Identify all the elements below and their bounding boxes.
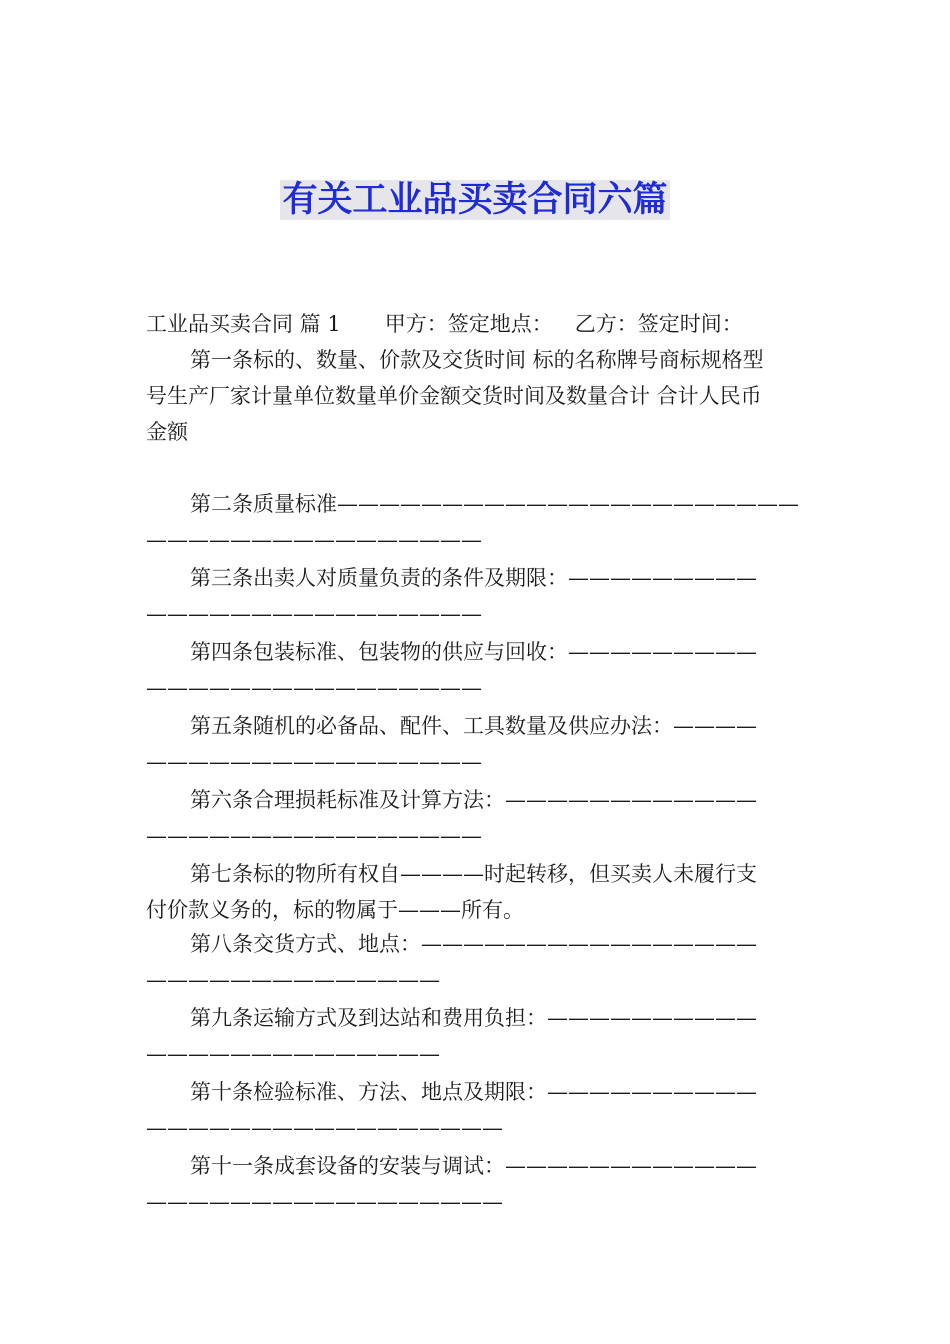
- clause-5: [146, 708, 806, 780]
- clause-7: [146, 856, 806, 928]
- clause-line: 第一条标的、数量、价款及交货时间 标的名称牌号商标规格型: [190, 348, 764, 372]
- clause-8: [146, 926, 806, 998]
- clause-line: 第十条检验标准、方法、地点及期限：——————————: [190, 1080, 757, 1104]
- clause-line: 付价款义务的，标的物属于———所有。: [146, 898, 524, 922]
- clause-11: [146, 1148, 806, 1220]
- clause-line: 金额: [146, 420, 188, 444]
- clause-line: 第八条交货方式、地点：————————————————: [190, 932, 757, 956]
- clause-line: 第十一条成套设备的安装与调试：————————————: [190, 1154, 757, 1178]
- clause-line: 第五条随机的必备品、配件、工具数量及供应办法：————: [190, 714, 757, 738]
- party-b-label: 乙方：签定时间：: [574, 312, 743, 336]
- clause-6: [146, 782, 806, 854]
- clause-line: —————————————————: [146, 1116, 503, 1140]
- document-body: [146, 306, 806, 1220]
- contract-header-line: [146, 306, 806, 342]
- clause-10: [146, 1074, 806, 1146]
- clause-4: [146, 634, 806, 706]
- clause-line: ——————————————: [146, 1042, 440, 1066]
- clause-line: 第九条运输方式及到达站和费用负担：——————————: [190, 1006, 757, 1030]
- clause-line: 第三条出卖人对质量负责的条件及期限：—————————: [190, 566, 757, 590]
- clause-line: 第六条合理损耗标准及计算方法：————————————: [190, 788, 757, 812]
- clause-line: ————————————————: [146, 824, 482, 848]
- clause-3: [146, 560, 806, 632]
- clause-1: [146, 342, 806, 450]
- document-title-text: 有关工业品买卖合同六篇: [282, 180, 668, 220]
- clause-line: ————————————————: [146, 750, 482, 774]
- clause-line: 第二条质量标准——————————————————————: [190, 492, 799, 516]
- clause-line: ——————————————: [146, 968, 440, 992]
- clause-line: 第七条标的物所有权自————时起转移，但买卖人未履行支: [190, 862, 757, 886]
- document-title: [0, 178, 950, 222]
- clause-line: ————————————————: [146, 602, 482, 626]
- contract-name: 工业品买卖合同 篇 1: [146, 312, 341, 336]
- party-a-label: 甲方：签定地点：: [384, 312, 553, 336]
- clause-2: [146, 486, 806, 558]
- clause-line: —————————————————: [146, 1190, 503, 1214]
- clause-line: 号生产厂家计量单位数量单价金额交货时间及数量合计 合计人民币: [146, 384, 762, 408]
- clause-9: [146, 1000, 806, 1072]
- clause-line: ————————————————: [146, 528, 482, 552]
- clause-line: ————————————————: [146, 676, 482, 700]
- clause-line: 第四条包装标准、包装物的供应与回收：—————————: [190, 640, 757, 664]
